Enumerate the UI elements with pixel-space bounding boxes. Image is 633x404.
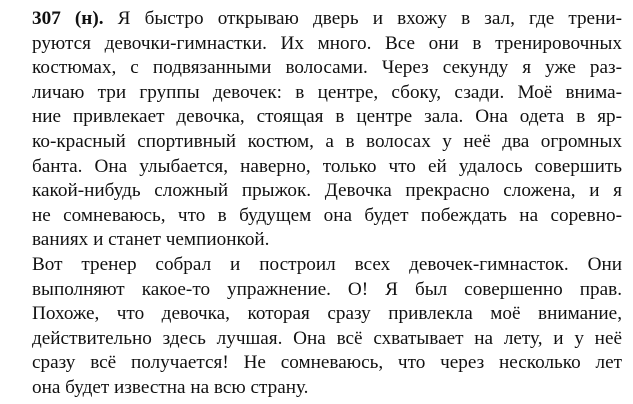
text-line: ко-красный спортивный костюм, а в волосах у неё два огромных	[32, 130, 622, 152]
text-line: Похоже, что девочка, которая сразу привлекла моё внимание,	[32, 303, 622, 325]
text-line: личаю три группы девочек: в центре, сбоку, сзади. Моё внима-	[32, 81, 622, 103]
text-line: ваниях и станет чемпионкой.	[32, 229, 270, 251]
exercise-number: 307 (н).	[32, 8, 104, 29]
text-line: она будет известна на всю страну.	[32, 376, 309, 398]
text-line: ние привлекает девочка, стоящая в центре зала. Она одета в яр-	[32, 106, 622, 128]
text-line: руются девочки-гимнастки. Их много. Все они в тренировочных	[32, 32, 622, 54]
paragraph-2	[15, 253, 622, 401]
text-line	[15, 7, 622, 32]
text-line: выполняют какое-то упражнение. О! Я был совершенно прав.	[32, 278, 622, 300]
text-line: Вот тренер собрал и построил всех девочек-гимнасток. Они	[32, 253, 622, 275]
text-line: не сомневаюсь, что в будущем она будет побеждать на соревно-	[32, 204, 622, 226]
text-line: банта. Она улыбается, наверно, только что ей удалось совершить	[32, 155, 622, 177]
text-line: действительно здесь лучшая. Она всё схватывает на лету, и у неё	[32, 327, 622, 349]
text-line: костюмах, с подвязанными волосами. Через секунду я уже раз-	[32, 57, 622, 79]
line-text: Я быстро открываю дверь и вхожу в зал, где трени-	[117, 8, 622, 29]
paragraph-1	[15, 7, 622, 253]
text-line: какой-нибудь сложный прыжок. Девочка прекрасно сложена, и я	[32, 180, 622, 202]
text-line: сразу всё получается! Не сомневаюсь, что через несколько лет	[32, 352, 622, 374]
